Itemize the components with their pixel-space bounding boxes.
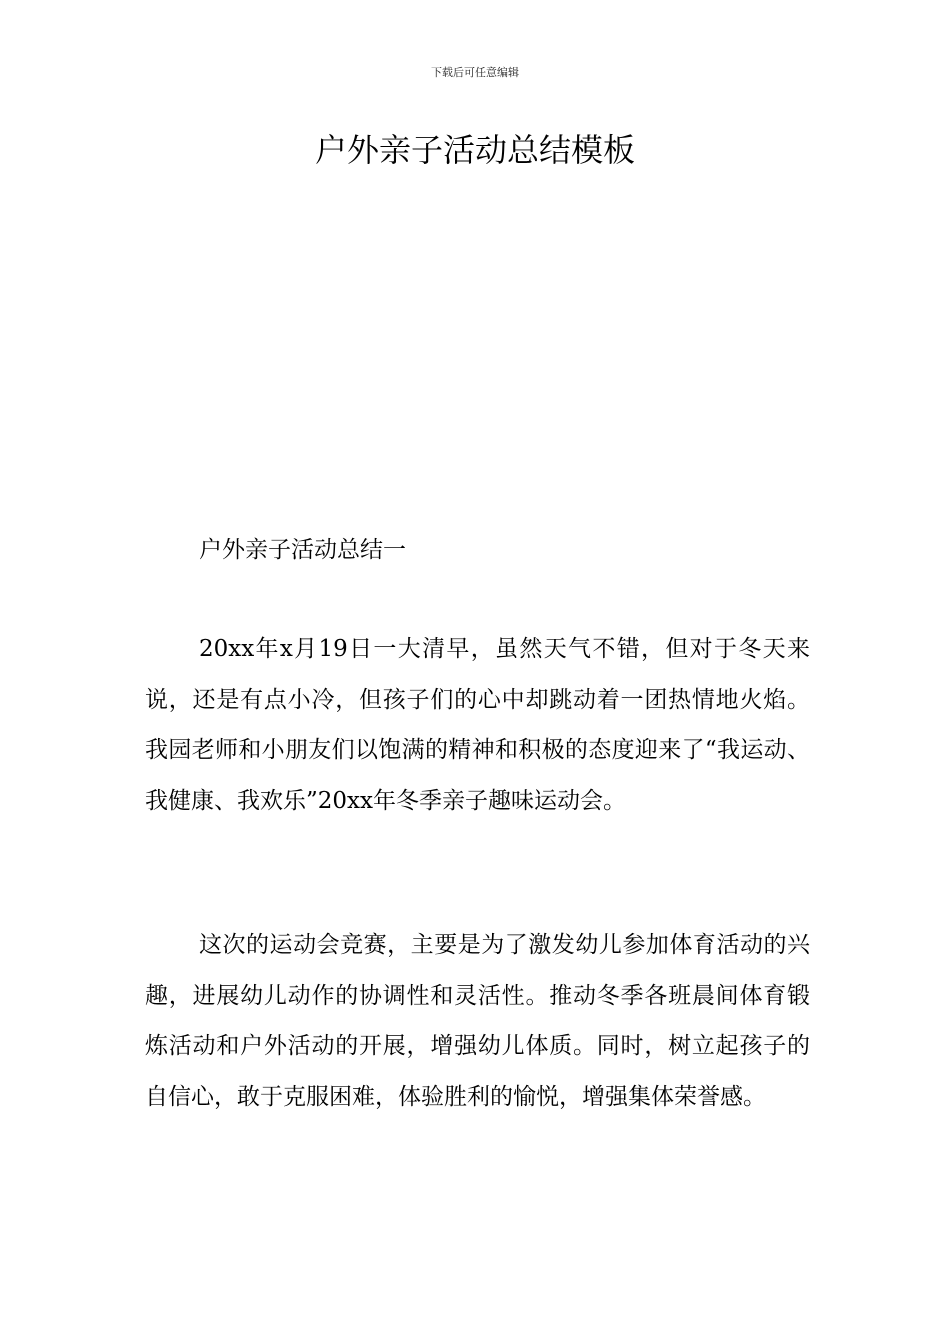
paragraph-2: 这次的运动会竞赛，主要是为了激发幼儿参加体育活动的兴趣，进展幼儿动作的协调性和灵活性。推动冬季各班晨间体育锻炼活动和户外活动的开展，增强幼儿体质。同时，树立起孩子的自信心，敢于克服困难，体验胜利的愉悦，增强集体荣誉感。 (145, 932, 810, 1110)
header-note: 下载后可任意编辑 (431, 66, 519, 79)
paragraph-1: 20xx年x月19日一大清早，虽然天气不错，但对于冬天来说，还是有点小冷，但孩子们的心中却跳动着一团热情地火焰。我园老师和小朋友们以饱满的精神和积极的态度迎来了“我运动、我健康、我欢乐”20xx年冬季亲子趣味运动会。 (145, 636, 810, 814)
section-heading: 户外亲子活动总结一 (199, 537, 406, 563)
document-title: 户外亲子活动总结模板 (314, 131, 635, 169)
